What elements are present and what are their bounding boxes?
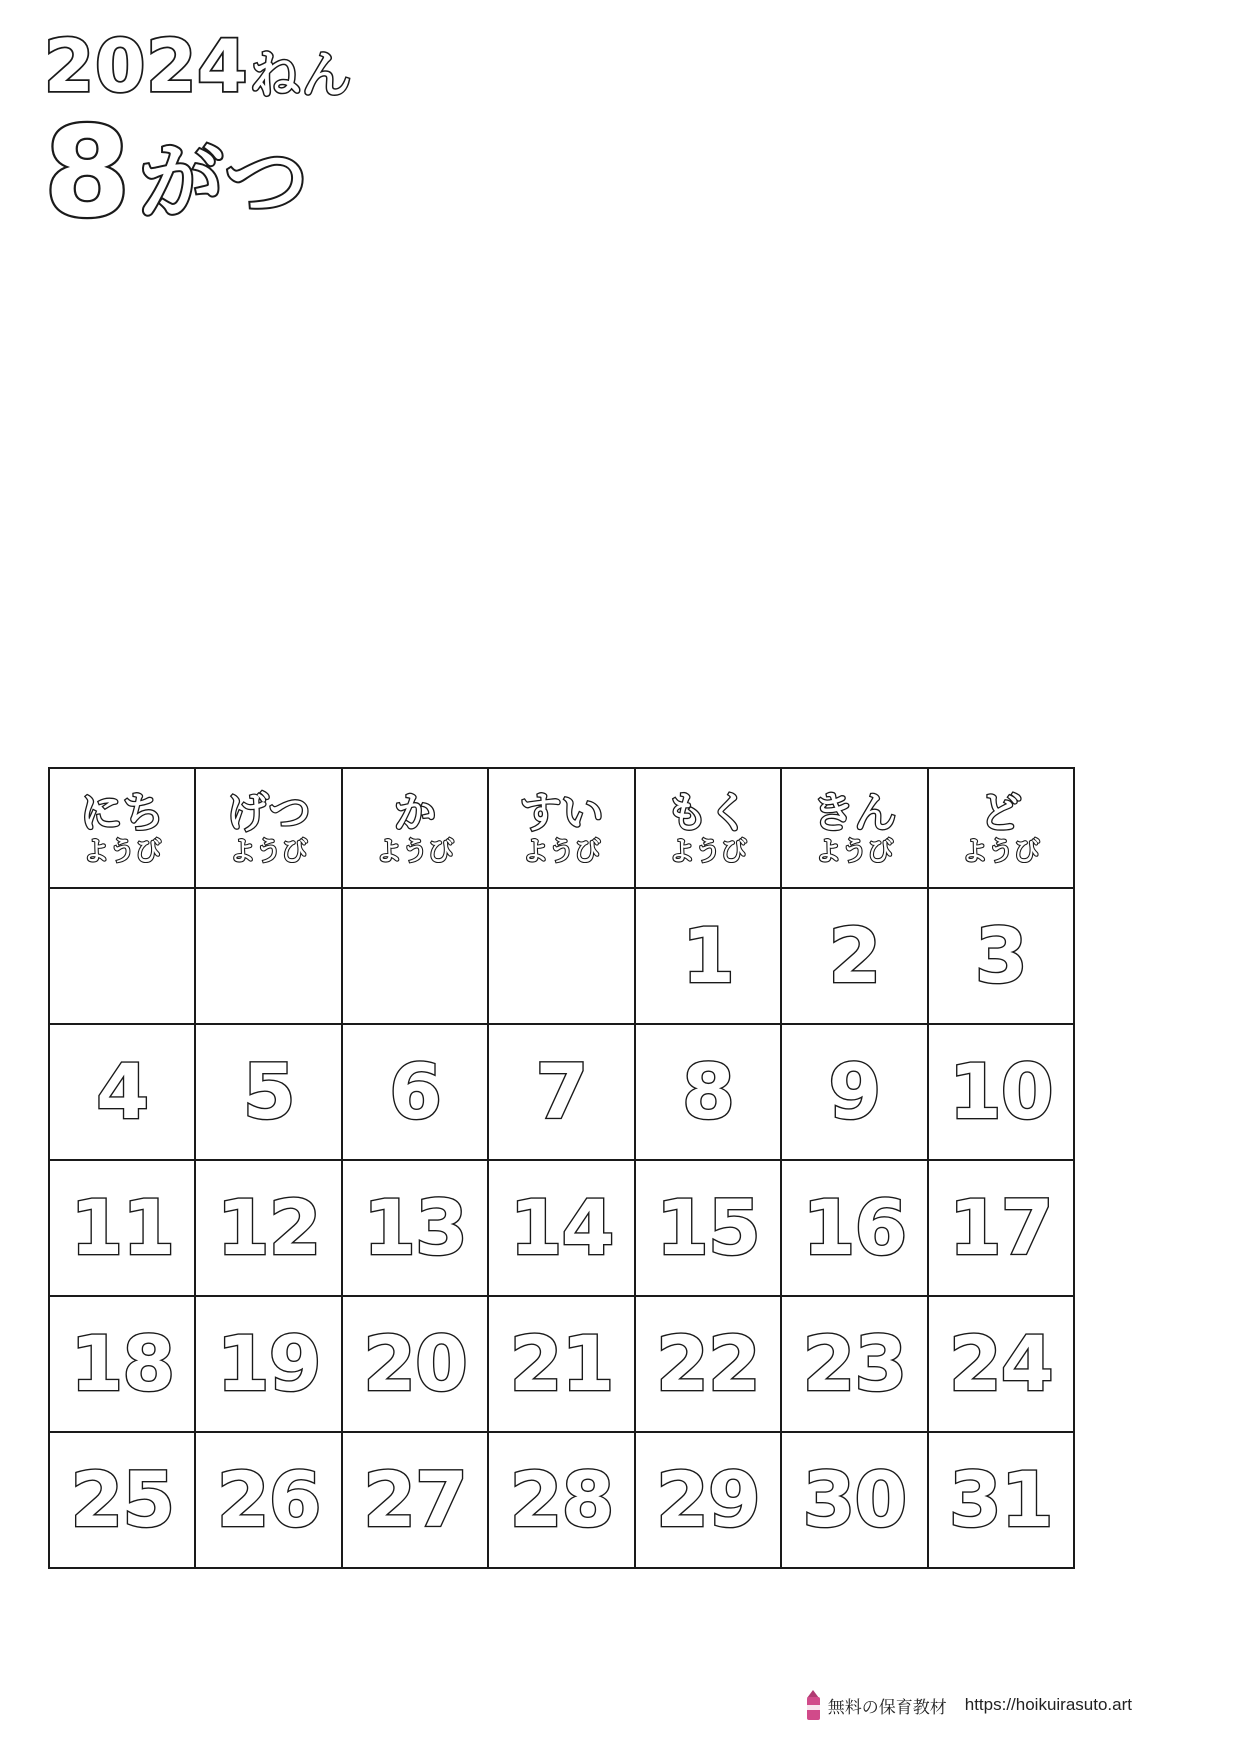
calendar-day-cell: [928, 1432, 1074, 1568]
calendar-week-row: [49, 1160, 1074, 1296]
calendar-week-row: [49, 888, 1074, 1024]
calendar-day-cell: [635, 1296, 781, 1432]
day-number: 26: [216, 1455, 321, 1544]
day-number: 10: [948, 1047, 1053, 1136]
year-suffix-label: ねん: [250, 47, 353, 103]
day-number: 28: [509, 1455, 614, 1544]
day-number: 3: [974, 911, 1027, 1000]
month-line: [44, 101, 352, 245]
day-number: 20: [363, 1319, 467, 1408]
calendar-day-cell: [195, 1024, 341, 1160]
day-number: 5: [242, 1047, 295, 1136]
weekday-label-main: にち: [80, 789, 165, 836]
calendar-week-row: [49, 1432, 1074, 1568]
calendar-day-cell: [342, 1160, 488, 1296]
day-number: 17: [948, 1183, 1053, 1272]
weekday-label-sub: ようび: [376, 836, 455, 866]
calendar-day-cell: [928, 1024, 1074, 1160]
calendar-day-cell: [781, 1160, 927, 1296]
calendar-day-cell: [781, 1432, 927, 1568]
calendar-day-cell: [488, 1160, 634, 1296]
day-number: 6: [389, 1047, 441, 1136]
weekday-label-sub: ようび: [522, 836, 601, 866]
day-number: 27: [363, 1455, 467, 1544]
calendar-day-cell: [488, 888, 634, 1024]
weekday-label-main: げつ: [226, 789, 311, 836]
calendar-day-cell: [49, 1024, 195, 1160]
calendar-week-row: [49, 1296, 1074, 1432]
weekday-header-row: [49, 768, 1074, 888]
day-number: 8: [681, 1047, 734, 1136]
day-number: 19: [216, 1319, 321, 1408]
day-number: 11: [70, 1183, 175, 1272]
weekday-header-wednesday: [488, 768, 634, 888]
day-number: 4: [96, 1047, 149, 1136]
day-number: 30: [802, 1455, 907, 1544]
weekday-label-main: きん: [812, 789, 897, 836]
weekday-label-sub: ようび: [668, 836, 747, 866]
calendar-day-cell: [342, 1296, 488, 1432]
calendar-day-cell: [488, 1024, 634, 1160]
footer-site-url: https://hoikuirasuto.art: [964, 1695, 1132, 1714]
weekday-label-main: か: [394, 789, 437, 836]
day-number: 1: [681, 911, 734, 1000]
calendar-day-cell: [781, 1024, 927, 1160]
calendar-day-cell: [635, 1024, 781, 1160]
day-number: 16: [802, 1183, 907, 1272]
calendar-day-cell: [635, 888, 781, 1024]
weekday-label-sub: ようび: [961, 836, 1040, 866]
page-title: [44, 24, 353, 245]
calendar-day-cell: [488, 1296, 634, 1432]
weekday-label-sub: ようび: [83, 836, 162, 866]
day-number: 15: [656, 1183, 760, 1272]
calendar-day-cell: [928, 1160, 1074, 1296]
calendar-grid: [48, 767, 1075, 1569]
calendar-day-cell: [635, 1160, 781, 1296]
day-number: 18: [70, 1319, 175, 1408]
calendar-day-cell: [195, 1432, 341, 1568]
calendar-day-cell: [342, 888, 488, 1024]
weekday-label-sub: ようび: [815, 836, 894, 866]
calendar-day-cell: [195, 1160, 341, 1296]
calendar-day-cell: [781, 888, 927, 1024]
weekday-header-monday: [195, 768, 341, 888]
footer-site-label: 無料の保育教材: [827, 1697, 947, 1717]
calendar-day-cell: [781, 1296, 927, 1432]
calendar-day-cell: [195, 1296, 341, 1432]
weekday-label-main: もく: [665, 789, 750, 836]
footer-credit: [0, 1690, 1240, 1720]
day-number: 9: [828, 1047, 881, 1136]
year-number: 2024: [44, 24, 249, 108]
weekday-header-tuesday: [342, 768, 488, 888]
day-number: 22: [656, 1319, 760, 1408]
calendar-day-cell: [928, 888, 1074, 1024]
weekday-label-main: ど: [979, 789, 1022, 836]
weekday-header-friday: [781, 768, 927, 888]
day-number: 29: [656, 1455, 760, 1544]
day-number: 21: [509, 1319, 614, 1408]
day-number: 12: [216, 1183, 321, 1272]
calendar-day-cell: [49, 1160, 195, 1296]
calendar-day-cell: [49, 1432, 195, 1568]
calendar-day-cell: [342, 1432, 488, 1568]
month-number: 8: [44, 101, 132, 245]
weekday-label-main: すい: [519, 789, 604, 836]
weekday-header-sunday: [49, 768, 195, 888]
month-suffix-label: がつ: [139, 135, 310, 230]
calendar-day-cell: [635, 1432, 781, 1568]
day-number: 13: [363, 1183, 467, 1272]
day-number: 25: [70, 1455, 175, 1544]
calendar-day-cell: [49, 888, 195, 1024]
day-number: 24: [948, 1319, 1053, 1408]
calendar-week-row: [49, 1024, 1074, 1160]
day-number: 14: [509, 1183, 614, 1272]
day-number: 2: [828, 911, 881, 1000]
calendar-day-cell: [49, 1296, 195, 1432]
calendar-day-cell: [488, 1432, 634, 1568]
crayon-icon: [807, 1690, 820, 1720]
weekday-header-saturday: [928, 768, 1074, 888]
calendar-day-cell: [928, 1296, 1074, 1432]
calendar-day-cell: [195, 888, 341, 1024]
day-number: 23: [802, 1319, 907, 1408]
year-line: [44, 24, 353, 108]
day-number: 7: [535, 1047, 588, 1136]
weekday-header-thursday: [635, 768, 781, 888]
calendar-day-cell: [342, 1024, 488, 1160]
day-number: 31: [948, 1455, 1053, 1544]
weekday-label-sub: ようび: [229, 836, 308, 866]
